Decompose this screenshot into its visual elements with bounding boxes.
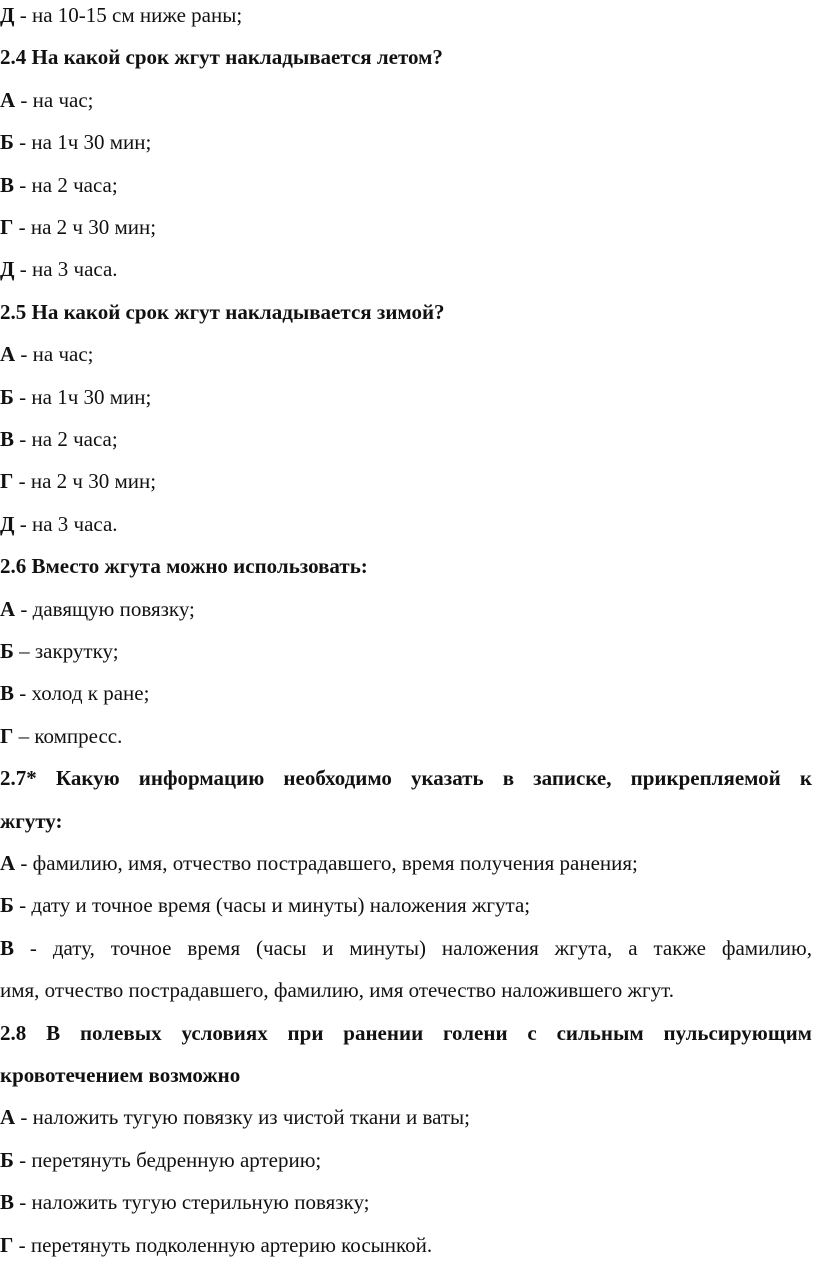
option-text: фамилию, имя, отчество пострадавшего, время получения ранения; (32, 851, 638, 875)
option-separator: - (13, 1232, 31, 1257)
option-separator: - (14, 511, 32, 536)
question-heading: 2.4 На какой срок жгут накладывается летом? (0, 45, 443, 70)
answer-option (0, 1147, 812, 1173)
option-letter: Д (0, 511, 15, 536)
option-text: на 1ч 30 мин; (31, 384, 152, 409)
question-heading: 2.5 На какой срок жгут накладывается зимой? (0, 299, 445, 324)
option-text: на 10-15 см ниже раны; (31, 3, 243, 27)
option-separator: - (14, 172, 32, 197)
option-text: компресс. (34, 723, 123, 748)
option-text: наложить тугую стерильную повязку; (31, 1190, 370, 1215)
answer-option (0, 214, 812, 240)
option-letter: А (0, 87, 16, 112)
option-separator: - (14, 427, 32, 451)
question-heading: кровотечением возможно (0, 1063, 241, 1087)
option-text: наложить тугую повязку из чистой ткани и ваты; (32, 1105, 470, 1130)
answer-option (0, 1104, 812, 1130)
option-separator: - (15, 596, 33, 621)
option-text: дату и точное время (часы и минуты) наложения жгута; (31, 893, 531, 918)
option-letter: А (0, 596, 16, 621)
option-separator: - (14, 935, 53, 960)
answer-option (0, 1232, 812, 1258)
option-separator: - (15, 87, 33, 112)
option-letter: А (0, 851, 16, 875)
continuation-text: имя, отчество пострадавшего, фамилию, имя отечество наложившего жгут. (0, 978, 674, 1003)
option-letter: В (0, 1190, 15, 1215)
question-heading: жгуту: (0, 808, 63, 833)
question-heading: 2.8 В полевых условиях при ранении голени с сильным пульсирующим (0, 1020, 812, 1045)
question-heading: 2.6 Вместо жгута можно использовать: (0, 554, 368, 579)
option-letter: Б (0, 639, 14, 663)
option-letter: В (0, 935, 15, 960)
option-letter: Б (0, 384, 14, 409)
option-text: на 2 часа; (31, 172, 118, 197)
answer-option (0, 638, 812, 664)
option-letter: В (0, 681, 15, 706)
option-letter: Г (0, 1232, 14, 1257)
option-text: холод к ране; (31, 681, 150, 706)
option-separator: - (13, 384, 32, 409)
answer-option (0, 723, 812, 749)
option-separator: - (13, 215, 31, 239)
answer-option (0, 256, 812, 282)
option-text: на 3 часа. (31, 257, 118, 282)
answer-option (0, 129, 812, 155)
option-text: перетянуть подколенную артерию косынкой. (30, 1232, 433, 1257)
option-separator: – (13, 723, 35, 748)
option-separator: - (14, 681, 32, 706)
option-text: на 3 часа. (31, 511, 118, 536)
option-letter: Б (0, 1147, 14, 1172)
option-letter: Д (0, 3, 15, 27)
option-separator: - (13, 1147, 32, 1172)
answer-option (0, 1189, 812, 1215)
option-separator: - (15, 1105, 33, 1130)
answer-option (0, 850, 812, 876)
answer-option (0, 2, 812, 28)
option-letter: А (0, 1105, 16, 1130)
question-heading: 2.7* Какую информацию необходимо указать в записке, прикрепляемой к (0, 766, 812, 791)
option-text: дату, точное время (часы и минуты) наложения жгута, а также фамилию, (52, 935, 812, 960)
option-separator: - (13, 469, 31, 494)
option-separator: - (13, 130, 32, 155)
option-text: на 1ч 30 мин; (31, 130, 152, 155)
option-letter: Г (0, 215, 14, 239)
option-text: на 2 ч 30 мин; (30, 215, 157, 239)
answer-option (0, 384, 812, 410)
option-text: на 2 часа; (31, 427, 118, 451)
answer-option (0, 468, 812, 494)
answer-option (0, 935, 812, 961)
option-text: на час; (32, 342, 94, 367)
option-letter: Б (0, 130, 14, 155)
answer-option (0, 341, 812, 367)
option-text: на час; (32, 87, 94, 112)
answer-option (0, 511, 812, 537)
option-text: давящую повязку; (32, 596, 195, 621)
answer-option (0, 596, 812, 622)
option-separator: - (13, 893, 32, 918)
option-separator: - (14, 1190, 32, 1215)
option-separator: - (15, 851, 33, 875)
answer-option (0, 892, 812, 918)
option-separator: - (15, 342, 33, 367)
option-text: на 2 ч 30 мин; (30, 469, 157, 494)
option-separator: - (14, 3, 32, 27)
option-letter: В (0, 172, 15, 197)
option-text: закрутку; (34, 639, 119, 663)
option-letter: Б (0, 893, 14, 918)
option-letter: Г (0, 723, 14, 748)
option-letter: А (0, 342, 16, 367)
answer-option (0, 426, 812, 452)
option-separator: - (14, 257, 32, 282)
answer-option (0, 680, 812, 706)
answer-option (0, 87, 812, 113)
option-separator: – (13, 639, 35, 663)
option-letter: Г (0, 469, 14, 494)
answer-option (0, 172, 812, 198)
option-text: перетянуть бедренную артерию; (31, 1147, 322, 1172)
option-letter: В (0, 427, 15, 451)
option-letter: Д (0, 257, 15, 282)
